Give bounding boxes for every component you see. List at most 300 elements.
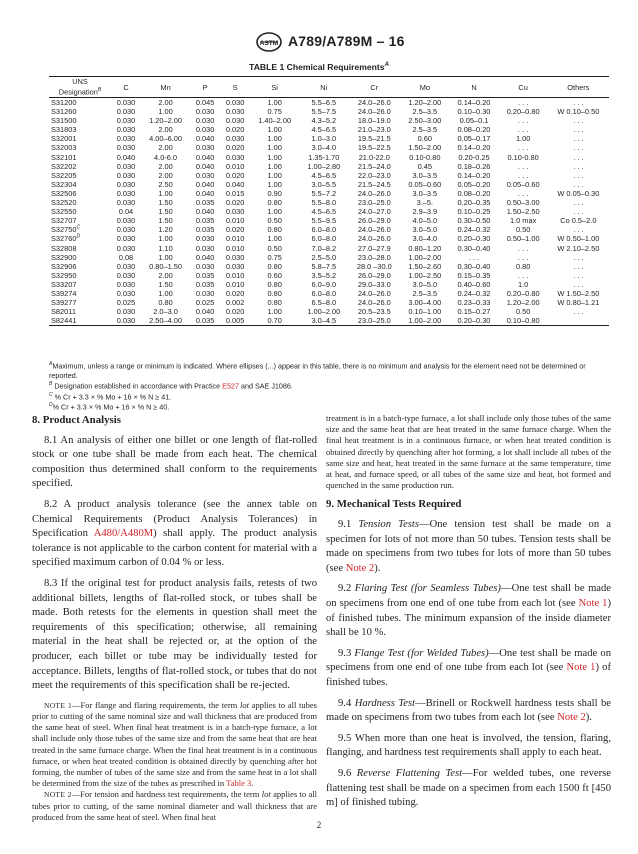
table-cell-others — [548, 316, 609, 326]
table-cell-n: 0.05–0.17 — [457, 134, 491, 144]
table-cell-uns: $S32760^D$ — [51, 233, 81, 244]
table-cell-mn: 0.80–1.50 — [149, 261, 182, 271]
paragraph-9-4: 9.4 Hardness Test—Brinell or Rockwell hardness tests shall be made on specimens from two tubes from each lot (see Note 2). — [326, 697, 611, 724]
table-cell-n: 0.14–0.20 — [457, 170, 491, 180]
table-cell-p: 0.040 — [195, 179, 215, 189]
table-cell-others: . . . — [573, 225, 584, 235]
table-cell-si: 1.00 — [267, 170, 282, 180]
table-cell-ni: 4.5–6.5 — [311, 170, 337, 180]
table-cell-n: 0.20–0.35 — [457, 198, 491, 208]
table-cell-others: . . . — [573, 161, 584, 171]
table-cell-p: 0.030 — [195, 143, 215, 153]
table-cell-others: W 0.05–0.30 — [557, 188, 600, 198]
table-cell-n: 0.24–0.32 — [457, 288, 491, 298]
table-cell-mn: 2.50 — [158, 179, 173, 189]
table-cell-p: 0.030 — [195, 234, 215, 244]
table-cell-ni: 6.0–8.0 — [311, 288, 337, 298]
table-cell-c: 0.030 — [116, 143, 136, 153]
table-cell-mo: 2.50–3.00 — [408, 116, 442, 126]
practice-e527-link[interactable]: E527 — [222, 381, 239, 391]
table-cell-n: 0.18–0.26 — [457, 161, 491, 171]
spec-a480-link[interactable]: A480/A480M — [93, 528, 154, 540]
table-cell-uns: S33207 — [51, 279, 77, 289]
table-cell-ni: 5.5–9.5 — [311, 216, 337, 226]
table-cell-c: 0.040 — [116, 152, 136, 162]
table-cell-p: 0.035 — [195, 216, 215, 226]
table-cell-cr: 21.5–24.0 — [357, 161, 391, 171]
table-cell-mo: 3.0–3.5 — [412, 170, 438, 180]
table-cell-n: 0.14–0.20 — [457, 98, 491, 107]
table-cell-uns: S31500 — [51, 116, 77, 126]
table-row — [49, 107, 609, 116]
table-cell-mo: 3.0–3.5 — [412, 188, 438, 198]
table-cell-p: 0.030 — [195, 243, 215, 253]
table-caption: TABLE 1 Chemical Requirements$^A$ — [249, 62, 389, 72]
table-cell-p: 0.040 — [195, 152, 215, 162]
table-cell-ni: 1.0–3.0 — [311, 134, 337, 144]
table-cell-s: 0.030 — [225, 134, 245, 144]
table-cell-p: 0.040 — [195, 207, 215, 217]
table-cell-cr: 24.0–26.0 — [357, 225, 391, 235]
table-cell-p: 0.040 — [195, 188, 215, 198]
table-cell-s: 0.020 — [225, 225, 245, 235]
table-cell-uns: S31200 — [51, 98, 77, 107]
table-cell-si: 0.75 — [267, 252, 282, 262]
table-cell-mn: 2.00 — [158, 161, 173, 171]
table-row — [49, 225, 609, 234]
table-cell-uns: S31260 — [51, 107, 77, 117]
table-cell-si: 0.70 — [250, 316, 299, 326]
table-cell-mn: 1.50 — [158, 279, 173, 289]
column-header: Cu — [499, 77, 548, 98]
table-row — [49, 162, 609, 171]
table-cell-ni: 5.5–6.5 — [311, 98, 337, 107]
column-header: Cr — [348, 77, 400, 98]
table-cell-mo: 0.10-0.80 — [409, 152, 441, 162]
table-cell-cu: . . . — [518, 188, 529, 198]
table-cell-n: 0.14–0.20 — [457, 143, 491, 153]
table-cell-cr: 24.0–27.0 — [357, 207, 391, 217]
table-cell-p: 0.030 — [195, 288, 215, 298]
table-cell-mo: 1.50–2.60 — [408, 261, 442, 271]
table-cell-ni: 5.5–7.5 — [311, 107, 337, 117]
note-2: NOTE 2—For tension and hardness test requirements, the term lot applies to all tubes prior to cutting, of the same nominal diameter and wall thickness that are produced from the same heat of steel. When final heat — [32, 789, 318, 822]
page-number: 2 — [316, 820, 322, 830]
table-cell-cr: 21.0-22.0 — [358, 152, 390, 162]
paragraph-8-3: 8.3 If the original test for product analysis fails, retests of two additional billets, lengths of flat-rolled stock, or tubes shall be made. Both retests for the elements in question shall meet the requirements of this specification; otherwise, all remaining material in the heat shall be rejected or, at the option of the producer, each billet or tube may be individually tested for acceptance. Billets, lengths of flat-rolled stock, or tubes that do not meet the requirements of this specification shall be re-jected. — [32, 577, 317, 692]
table-cell-cu: 0.20–0.80 — [506, 107, 540, 117]
table-cell-uns: S39274 — [51, 288, 77, 298]
table-cell-s: 0.030 — [225, 116, 245, 126]
table-cell-cr: 24.0–26.0 — [357, 234, 391, 244]
note-1-link[interactable]: Note 1 — [566, 662, 596, 674]
column-header: Others — [548, 77, 609, 98]
table-cell-p: 0.030 — [195, 125, 215, 135]
column-header: Mo — [400, 77, 449, 98]
table-cell-c: 0.030 — [116, 243, 136, 253]
table-cell-n: 0.05–0.20 — [457, 179, 491, 189]
table-cell-n: 0.15–0.27 — [457, 307, 491, 317]
table-cell-mn: 2.0–3.0 — [153, 307, 178, 317]
right-column — [326, 413, 611, 817]
column-header: C — [111, 77, 141, 98]
table-row — [49, 180, 609, 189]
table-cell-cu: 0.50–1.00 — [506, 234, 540, 244]
table-cell-c: 0.030 — [116, 234, 136, 244]
table-cell-uns: S31803 — [51, 125, 77, 135]
table-cell-mo: 2.9–3.9 — [412, 207, 438, 217]
table-cell-mo: 1.00–2.00 — [400, 316, 449, 326]
table-cell-cr: 24.0–26.0 — [357, 298, 391, 308]
table-cell-c: 0.030 — [116, 116, 136, 126]
table-cell-uns: S32304 — [51, 179, 77, 189]
table-cell-ni: 5.8–7.5 — [311, 261, 337, 271]
note-2-link[interactable]: Note 2 — [557, 712, 586, 724]
table-cell-mn: 2.00 — [158, 170, 173, 180]
table-cell-cu: 1.0 max — [509, 216, 537, 226]
table-cell-others: . . . — [573, 179, 584, 189]
table-cell-others: . . . — [573, 152, 584, 162]
column-header: Mn — [141, 77, 190, 98]
table-cell-si: 0.80 — [267, 225, 282, 235]
table-cell-mn: 1.50 — [158, 198, 173, 208]
table-cell-s: 0.010 — [225, 279, 245, 289]
paragraph-8-2: 8.2 A product analysis tolerance (see the annex table on Chemical Requirements (Product Analysis Tolerances) in Specification A480/A480M) shall apply. The product analysis tolerance is not applicable to the carbon content for material with a specified maximum carbon of 0.04 % or less. — [32, 498, 317, 569]
table-row — [49, 280, 609, 289]
table-cell-s: 0.020 — [225, 170, 245, 180]
table-row — [49, 289, 609, 298]
table-cell-cu: 0.10-0.80 — [507, 152, 539, 162]
table-cell-si: 0.80 — [267, 279, 282, 289]
table-cell-ni: 4.5–6.5 — [311, 125, 337, 135]
table-cell-ni: 4.3–5.2 — [311, 116, 337, 126]
table-cell-c: 0.04 — [118, 207, 134, 217]
table-cell-mo: 0.80–1.20 — [408, 243, 442, 253]
table-cell-mo: 2.5–3.5 — [412, 107, 438, 117]
table-cell-c: 0.030 — [116, 98, 136, 107]
table-3-link[interactable]: Table 3 — [226, 778, 252, 789]
table-cell-uns: S32101 — [51, 152, 77, 162]
table-cell-s: 0.020 — [225, 288, 245, 298]
table-cell-cr: 24.0–26.0 — [357, 288, 391, 298]
table-cell-p: 0.035 — [195, 279, 215, 289]
table-cell-si: 0.60 — [267, 270, 282, 280]
table-cell-c: 0.030 — [116, 125, 136, 135]
table-cell-uns: S32906 — [51, 261, 77, 271]
table-cell-cr: 28.0 –30.0 — [356, 261, 392, 271]
table-cell-cu: 1.00 — [515, 134, 531, 144]
table-cell-si: 0.50 — [267, 216, 282, 226]
table-cell-c: 0.030 — [116, 279, 136, 289]
table-cell-s: 0.005 — [220, 316, 250, 326]
table-row — [49, 316, 609, 326]
table-row — [49, 98, 609, 108]
table-cell-mo: 3.0–5.0 — [412, 279, 438, 289]
table-cell-c: 0.030 — [116, 188, 136, 198]
table-cell-cu: . . . — [518, 170, 529, 180]
table-cell-cr: 18.0–19.0 — [357, 116, 391, 126]
table-cell-ni: 1.00–2.80 — [307, 161, 341, 171]
table-cell-p: 0.030 — [195, 170, 215, 180]
table-cell-s: 0.030 — [225, 261, 245, 271]
paragraph-9-5: 9.5 When more than one heat is involved, the tension, flaring, flanging, and hardness test requirements shall apply to each heat. — [326, 732, 611, 759]
table-cell-uns: S32506 — [51, 188, 77, 198]
table-cell-si: 1.40–2.00 — [258, 116, 292, 126]
table-cell-mo: 0.05–0.60 — [408, 179, 442, 189]
table-cell-mo: 1.00–2.50 — [408, 270, 442, 280]
table-cell-mn: 1.50 — [158, 207, 173, 217]
table-cell-cr: 23.0–28.0 — [357, 252, 391, 262]
table-cell-si: 0.80 — [267, 298, 282, 308]
table-cell-ni: 3.5–5.2 — [311, 270, 337, 280]
table-cell-si: 1.00 — [267, 207, 282, 217]
table-row — [49, 153, 609, 162]
footnote-a: $^A$Maximum, unless a range or minimum is indicated. Where ellipses (...) appear in this table, there is no minimum and analysis for the element need not be determined or reported. — [49, 361, 586, 380]
table-cell-cr: 22.0–23.0 — [357, 170, 391, 180]
table-cell-mo: 1.00–2.00 — [408, 252, 442, 262]
table-cell-ni: 3.0–4.5 — [299, 316, 348, 326]
table-cell-n: 0.30–0.50 — [457, 216, 491, 226]
table-cell-ni: 2.5–5.0 — [311, 252, 337, 262]
table-row — [49, 134, 609, 143]
column-header: N — [449, 77, 498, 98]
table-cell-si: 1.00 — [267, 307, 282, 317]
table-cell-s: 0.030 — [225, 252, 245, 262]
table-cell-cr: 27.0–27.9 — [357, 243, 391, 253]
table-cell-si: 0.80 — [267, 288, 282, 298]
table-cell-si: 0.80 — [267, 198, 282, 208]
table-cell-mo: 2.5–3.5 — [412, 288, 438, 298]
svg-text:ASTM: ASTM — [259, 40, 279, 47]
table-cell-ni: 4.5–6.5 — [311, 207, 337, 217]
table-cell-s: 0.010 — [225, 243, 245, 253]
table-cell-uns: S32003 — [51, 143, 77, 153]
table-cell-cr: 19.5–22.5 — [357, 143, 391, 153]
table-cell-si: 1.00 — [267, 161, 282, 171]
table-cell-uns: S32520 — [51, 198, 77, 208]
table-cell-others: . . . — [573, 198, 584, 208]
table-cell-s: 0.010 — [225, 161, 245, 171]
table-cell-s: 0.020 — [225, 198, 245, 208]
table-cell-uns: S82441 — [49, 316, 111, 326]
table-cell-others: W 0.80–1.21 — [557, 298, 600, 308]
note-1: NOTE 1—For flange and flaring requirements, the term lot applies to all tubes prior to cutting of the same nominal size and wall thickness that are produced from the same heat of steel. When final heat treatment is in a batch-type furnace, a lot shall include only those tubes of the same size and from the same heat that are heat treated in the same furnace charge. When the final heat treatment is in a continuous furnace, or when heat treated condition is obtained directly by quenching after hot forming, the number of tubes of the same size and from the same heat in a lot shall be determined from the size of the tubes as prescribed in Table 3. — [32, 699, 317, 789]
note-2-continued: treatment is in a batch-type furnace, a lot shall include only those tubes of the same size and the same heat that are heat treated in the same furnace charge. When the final heat treatment is in a continuous furnace, or when heat treated condition is obtained directly by quenching after hot forming, a lot shall include all tubes of the same size and heat, heat treated in the same furnace at the same temperature, time at heat, and furnace speed, or all tubes of the same size and heat, hot formed and quenched in the same production run. — [326, 413, 611, 491]
column-header: Ni — [299, 77, 348, 98]
table-cell-cu: . . . — [518, 98, 529, 107]
table-cell-cu: 0.80 — [515, 261, 531, 271]
table-cell-c: 0.030 — [116, 270, 136, 280]
table-cell-ni: 7.0–8.2 — [311, 243, 337, 253]
table-cell-uns: S39277 — [51, 298, 77, 308]
table-cell-ni: 5.5–7.2 — [311, 188, 337, 198]
table-cell-ni: 3.0–5.5 — [311, 179, 337, 189]
table-cell-cu: . . . — [518, 116, 529, 126]
table-cell-mn: 1.00 — [158, 234, 173, 244]
table-cell-cr: 23.0–25.0 — [357, 198, 391, 208]
page-header — [0, 30, 638, 56]
table-cell-n: 0.10–0.30 — [457, 107, 491, 117]
table-row — [49, 298, 609, 307]
table-cell-n: 0.10–0.25 — [457, 207, 491, 217]
table-cell-p: 0.040 — [195, 134, 215, 144]
table-row — [49, 189, 609, 198]
table-cell-others: . . . — [573, 98, 584, 107]
table-cell-mn: 1.00 — [158, 188, 173, 198]
table-row — [49, 207, 609, 216]
table-cell-n: 0.08–0.20 — [457, 125, 491, 135]
table-cell-cu: 1.0 — [518, 279, 529, 289]
table-row — [49, 244, 609, 253]
table-cell-p: 0.030 — [195, 261, 215, 271]
astm-logo-icon — [256, 32, 282, 52]
footnote-b: $^B$ Designation established in accordance with Practice E527 and SAE J1086. — [49, 380, 293, 391]
table-cell-cu: . . . — [518, 243, 529, 253]
table-cell-ni: 6.5–8.0 — [311, 298, 337, 308]
table-cell-c: 0.030 — [116, 307, 136, 317]
table-cell-cu: . . . — [518, 270, 529, 280]
table-cell-cr: 26.0–29.0 — [357, 270, 391, 280]
table-header-row — [49, 77, 609, 98]
table-row — [49, 198, 609, 207]
table-cell-ni: 1.00–2.00 — [307, 307, 341, 317]
table-cell-mo: 2.5–3.5 — [412, 125, 438, 135]
table-cell-s: 0.040 — [225, 179, 245, 189]
table-cell-others: . . . — [573, 116, 584, 126]
table-cell-cr: 20.5–23.5 — [357, 307, 391, 317]
table-cell-cu: . . . — [518, 125, 529, 135]
paragraph-8-1: 8.1 An analysis of either one billet or one length of flat-rolled stock or one tube shall be made from each heat. The chemical composition thus determined shall conform to the requirements specified. — [32, 434, 317, 490]
table-cell-mn: 0.80 — [158, 298, 173, 308]
table-cell-mo: 1.50–2.00 — [408, 143, 442, 153]
table-cell-mo: 3.–5. — [416, 198, 434, 208]
table-cell-c: 0.030 — [116, 225, 136, 235]
note-1-link[interactable]: Note 1 — [578, 597, 608, 609]
table-cell-cu: 1.50–2.50 — [506, 207, 540, 217]
table-cell-si: 0.50 — [267, 243, 282, 253]
table-cell-uns: S32707 — [51, 216, 77, 226]
table-cell-uns: S32900 — [51, 252, 77, 262]
table-cell-si: 0.75 — [267, 107, 282, 117]
table-cell-uns: S32202 — [51, 161, 77, 171]
table-cell-s: 0.002 — [225, 298, 245, 308]
table-cell-mn: 1.10 — [158, 243, 173, 253]
table-cell-mn: 2.00 — [158, 98, 173, 107]
table-cell-cu: . . . — [518, 252, 529, 262]
paragraph-9-2: 9.2 Flaring Test (for Seamless Tubes)—One test shall be made on specimens from one end of one tube from each lot (see Note 1) of finished tubes. The minimum expansion of the inside diameter shall be 10 %. — [326, 583, 612, 639]
table-cell-ni: 6.0–8.0 — [311, 225, 337, 235]
table-cell-si: 1.00 — [267, 134, 282, 144]
table-row — [49, 253, 609, 262]
table-row — [49, 271, 609, 280]
table-cell-c: 0.08 — [118, 252, 134, 262]
table-cell-mo: 1.20–2.00 — [408, 98, 442, 107]
table-cell-ni: 5.5–8.0 — [311, 198, 337, 208]
table-cell-mo: 3.00–4.00 — [408, 298, 442, 308]
table-row — [49, 262, 609, 271]
table-cell-c: 0.030 — [116, 261, 136, 271]
table-cell-cr: 24.0–26.0 — [357, 107, 391, 117]
table-cell-p: 0.035 — [190, 316, 220, 326]
table-row — [49, 171, 609, 180]
table-row — [49, 216, 609, 225]
table-cell-p: 0.035 — [195, 225, 215, 235]
table-cell-n: 0.30–0.40 — [457, 243, 491, 253]
table-cell-mo: 0.45 — [417, 161, 433, 171]
table-row — [49, 116, 609, 125]
table-cell-ni: 3.0–4.0 — [311, 143, 337, 153]
table-cell-n: 0.20–0.30 — [457, 234, 491, 244]
table-cell-p: 0.035 — [195, 270, 215, 280]
table-cell-mn: 1.00 — [158, 252, 173, 262]
table-cell-uns: S32950 — [51, 270, 77, 280]
table-row — [49, 234, 609, 243]
column-header: Si — [250, 77, 299, 98]
table-cell-n: 0.23–0.33 — [457, 298, 491, 308]
table-cell-p: 0.030 — [195, 116, 215, 126]
left-column — [32, 413, 317, 823]
table-cell-p: 0.045 — [195, 98, 215, 107]
footnote-c: $^C$ % Cr + 3.3 × % Mo + 16 × % N ≥ 41. — [49, 391, 172, 402]
table-cell-s: 0.010 — [225, 216, 245, 226]
table-cell-mn: 4.00–6.00 — [149, 134, 182, 144]
table-cell-others: W 0.10–0.50 — [557, 107, 600, 117]
table-cell-mn: 2.00 — [158, 270, 173, 280]
table-cell-cr: 26.0–29.0 — [357, 216, 391, 226]
table-cell-si: 1.00 — [267, 152, 282, 162]
table-cell-c: 0.030 — [116, 161, 136, 171]
table-cell-mn: 2.50–4.00 — [141, 316, 190, 326]
table-cell-others: . . . — [573, 307, 584, 317]
table-cell-s: 0.015 — [225, 188, 245, 198]
table-cell-c: 0.030 — [111, 316, 141, 326]
table-cell-cr: 24.0–26.0 — [357, 188, 391, 198]
paragraph-9-3: 9.3 Flange Test (for Welded Tubes)—One test shall be made on specimens from one end of one tube from each lot (see Note 1) of finished tubes. — [326, 647, 611, 688]
table-cell-mo: 3.0–4.0 — [412, 234, 438, 244]
table-cell-cr: 21.0–23.0 — [357, 125, 391, 135]
table-cell-others: . . . — [573, 170, 584, 180]
table-cell-others: . . . — [573, 261, 584, 271]
table-cell-s: 0.020 — [225, 307, 245, 317]
table-cell-mn: 4.0-6.0 — [154, 152, 178, 162]
table-cell-c: 0.030 — [116, 107, 136, 117]
table-cell-c: 0.025 — [116, 298, 136, 308]
table-row — [49, 307, 609, 316]
table-cell-ni: 6.0–8.0 — [311, 234, 337, 244]
table-cell-c: 0.030 — [116, 198, 136, 208]
paragraph-9-1: 9.1 Tension Tests—One tension test shall be made on a specimen for lots of not more than 50 tubes. Tension tests shall be made on specimens from two tubes for lots of more than 50 tubes (see Note 2). — [326, 519, 611, 574]
table-cell-p: 0.030 — [195, 107, 215, 117]
column-header: S — [220, 77, 250, 98]
note-2-link[interactable]: Note 2 — [345, 562, 375, 574]
table-cell-n: 0.30–0.40 — [457, 261, 491, 271]
column-header: UNS Designation$^B$ — [49, 77, 111, 98]
table-cell-n: 0.24–0.32 — [457, 225, 491, 235]
table-cell-c: 0.030 — [116, 134, 136, 144]
table-cell-mn: 2.00 — [158, 125, 173, 135]
table-cell-c: 0.030 — [116, 216, 136, 226]
table-cell-c: 0.030 — [116, 179, 136, 189]
table-cell-mo: 4.0–5.0 — [412, 216, 438, 226]
table-cell-others: . . . — [573, 134, 584, 144]
column-header: P — [190, 77, 220, 98]
table-cell-n: 0.40–0.60 — [457, 279, 491, 289]
table-cell-uns: S32001 — [51, 134, 77, 144]
table-cell-p: 0.040 — [195, 161, 215, 171]
table-cell-mo: 0.10–1.00 — [408, 307, 442, 317]
section-heading: 8. Product Analysis — [32, 414, 121, 426]
table-cell-cr: 29.0–33.0 — [357, 279, 391, 289]
